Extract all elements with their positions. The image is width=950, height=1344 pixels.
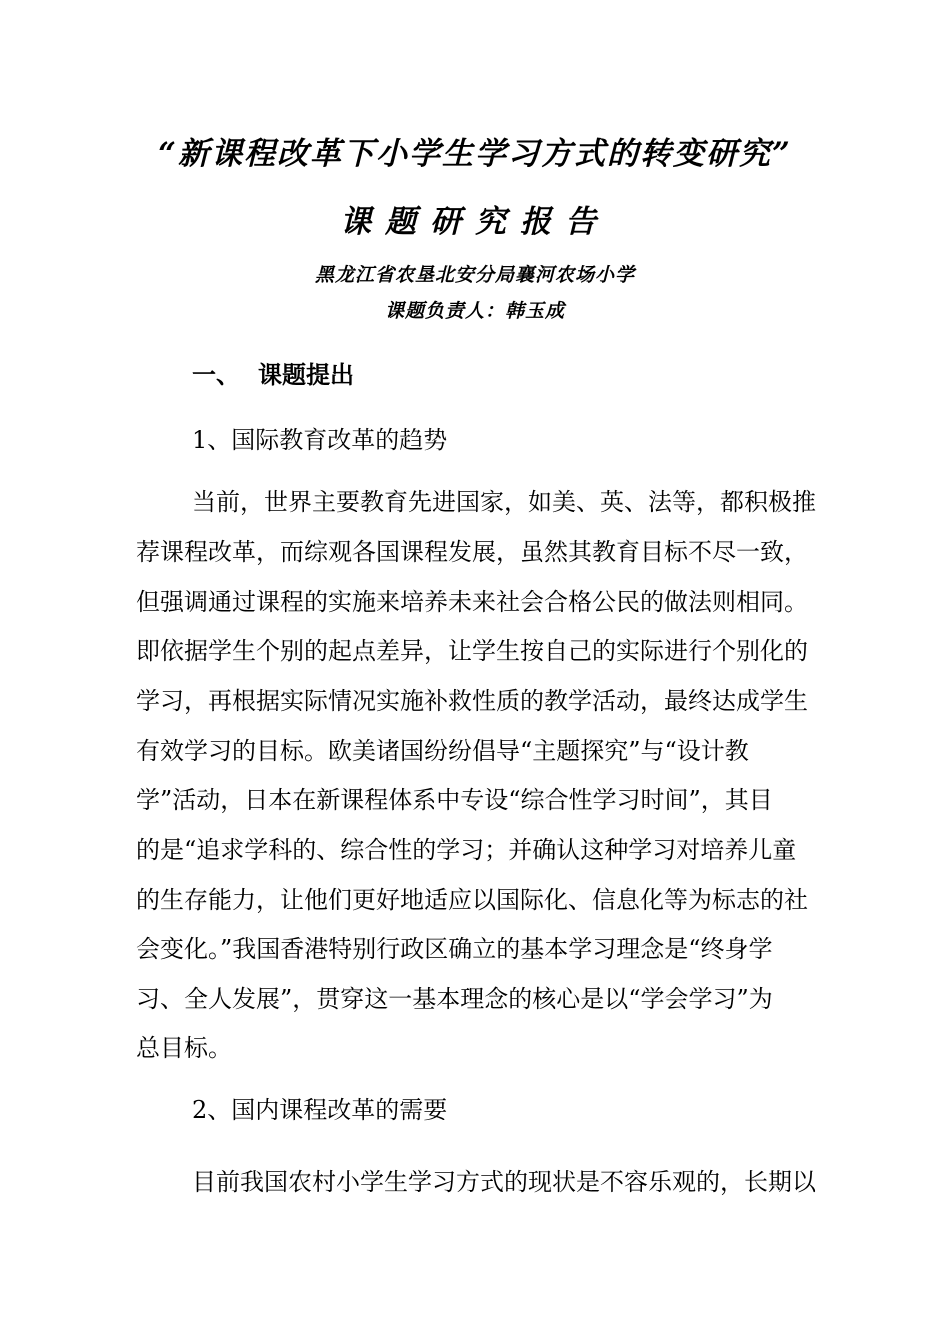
paragraph-line: 会变化。”我国香港特别行政区确立的基本学习理念是“终身学 xyxy=(136,935,773,963)
project-leader: 课题负责人：韩玉成 xyxy=(384,300,565,322)
paragraph-line: 的是“追求学科的、综合性的学习；并确认这种学习对培养儿童 xyxy=(136,836,797,864)
paragraph-line: 学习，再根据实际情况实施补救性质的教学活动，最终达成学生 xyxy=(136,687,808,715)
document-title: “新课程改革下小学生学习方式的转变研究” xyxy=(158,136,792,172)
paragraph-line: 荐课程改革，而综观各国课程发展，虽然其教育目标不尽一致， xyxy=(136,538,808,566)
section-number: 一、 xyxy=(192,361,240,389)
paragraph-line: 有效学习的目标。欧美诸国纷纷倡导“主题探究”与“设计教 xyxy=(136,737,749,765)
paragraph-line: 总目标。 xyxy=(136,1034,232,1062)
paragraph-line: 的生存能力，让他们更好地适应以国际化、信息化等为标志的社 xyxy=(136,886,808,914)
paragraph-line: 目前我国农村小学生学习方式的现状是不容乐观的，长期以 xyxy=(192,1168,816,1196)
subsection-heading-1: 1、国际教育改革的趋势 xyxy=(192,426,448,454)
subsection-heading-2: 2、国内课程改革的需要 xyxy=(192,1096,448,1124)
paragraph-line: 当前，世界主要教育先进国家，如美、英、法等，都积极推 xyxy=(192,488,816,516)
paragraph-line: 但强调通过课程的实施来培养未来社会合格公民的做法则相同。 xyxy=(136,588,808,616)
paragraph-line: 习、全人发展”，贯穿这一基本理念的核心是以“学会学习”为 xyxy=(136,985,773,1013)
section-heading xyxy=(192,355,354,390)
paragraph-line: 学”活动，日本在新课程体系中专设“综合性学习时间”，其目 xyxy=(136,786,773,814)
section-title: 课题提出 xyxy=(258,361,354,389)
organization-name: 黑龙江省农垦北安分局襄河农场小学 xyxy=(314,264,635,286)
document-subtitle: 课题研究报告 xyxy=(340,204,610,240)
paragraph-line: 即依据学生个别的起点差异，让学生按自己的实际进行个别化的 xyxy=(136,637,808,665)
